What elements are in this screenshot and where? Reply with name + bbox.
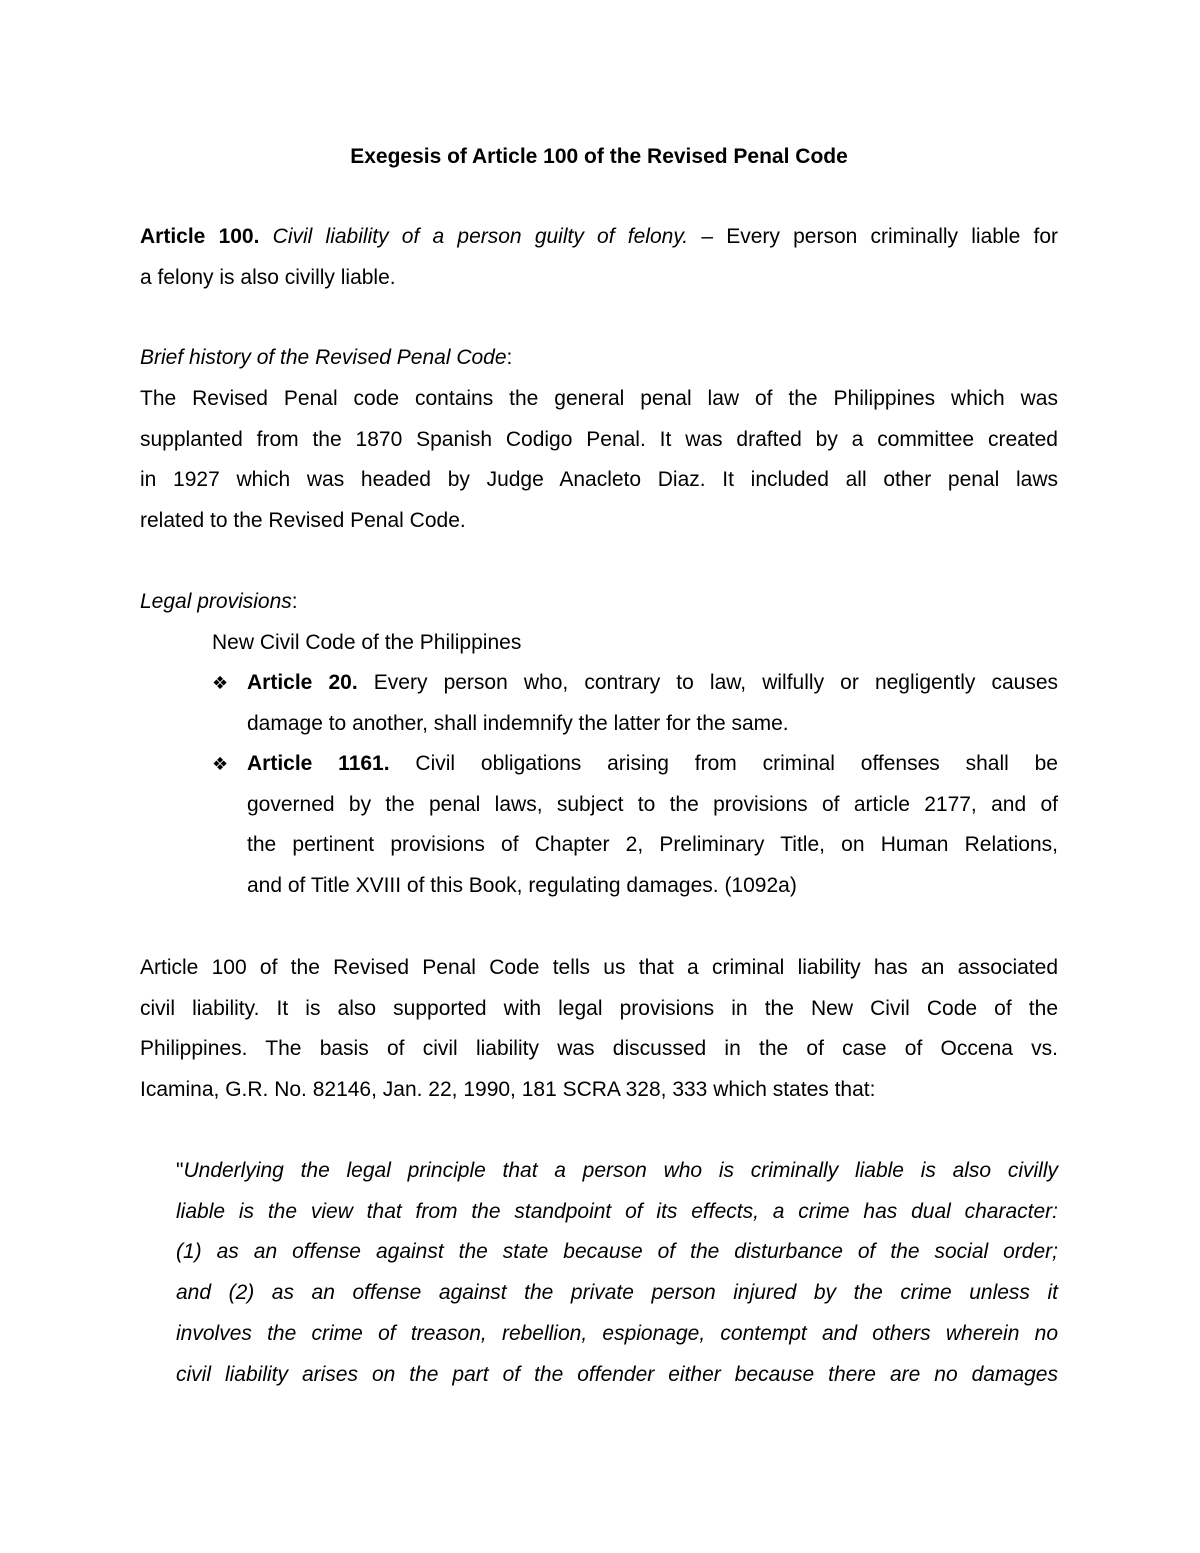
legal-provisions-heading: Legal provisions	[140, 590, 292, 613]
provision-article-20-text	[247, 663, 1058, 744]
history-heading-colon: :	[506, 346, 513, 369]
history-heading-line	[140, 338, 1058, 379]
provision-article-1161-line-3: the pertinent provisions of Chapter 2, Preliminary Title, on Human Relations,	[247, 833, 1058, 857]
case-quote	[176, 1151, 1058, 1395]
article-100-text-1: – Every person criminally liable for	[688, 225, 1059, 248]
quote-line-5: involves the crime of treason, rebellion, espionage, contempt and others wherein no	[176, 1321, 1058, 1345]
discussion-line-1: Article 100 of the Revised Penal Code tells us that a criminal liability has an associated	[140, 956, 1058, 979]
provision-article-1161-line-4: and of Title XVIII of this Book, regulating damages. (1092a)	[247, 874, 797, 898]
history-paragraph	[140, 379, 1058, 542]
quote-line-6: civil liability arises on the part of the offender either because there are no damages	[176, 1362, 1058, 1386]
provision-article-1161-label: Article 1161.	[247, 752, 390, 775]
provision-article-20-line-2: damage to another, shall indemnify the latter for the same.	[247, 711, 789, 735]
article-100-label: Article 100.	[140, 225, 260, 248]
legal-provisions-heading-line	[140, 582, 1058, 623]
discussion-line-2: civil liability. It is also supported with legal provisions in the New Civil Code of the	[140, 996, 1058, 1020]
provision-article-1161-text	[247, 744, 1058, 907]
history-line-4: related to the Revised Penal Code.	[140, 509, 466, 533]
provision-article-1161-line-2: governed by the penal laws, subject to the provisions of article 2177, and of	[247, 792, 1058, 816]
history-heading: Brief history of the Revised Penal Code	[140, 346, 507, 369]
provision-article-20	[212, 663, 1058, 745]
quote-line-3: (1) as an offense against the state because of the disturbance of the social order;	[176, 1240, 1058, 1264]
discussion-line-4: Icamina, G.R. No. 82146, Jan. 22, 1990, 181 SCRA 328, 333 which states that:	[140, 1078, 876, 1102]
article-100-heading: Civil liability of a person guilty of felony.	[272, 225, 689, 248]
history-line-3: in 1927 which was headed by Judge Anacleto Diaz. It included all other penal laws	[140, 468, 1058, 492]
quote-open-mark: "	[176, 1159, 184, 1182]
discussion-paragraph	[140, 948, 1058, 1111]
provision-article-1161-line-1: Civil obligations arising from criminal offenses shall be	[415, 752, 1058, 775]
article-100-line-2: a felony is also civilly liable.	[140, 265, 396, 289]
discussion-line-3: Philippines. The basis of civil liability was discussed in the of case of Occena vs.	[140, 1037, 1058, 1061]
quote-line-2: liable is the view that from the standpoint of its effects, a crime has dual character:	[176, 1199, 1058, 1223]
provision-article-1161	[212, 744, 1058, 908]
article-100-paragraph	[140, 217, 1058, 298]
legal-provisions-heading-colon: :	[291, 590, 298, 613]
article-100-line-1	[140, 217, 1058, 258]
diamond-bullet-icon: ❖	[212, 673, 229, 693]
provision-article-20-label: Article 20.	[247, 671, 358, 694]
diamond-bullet-icon: ❖	[212, 754, 229, 774]
history-line-1: The Revised Penal code contains the general penal law of the Philippines which was	[140, 387, 1058, 410]
quote-line-1: Underlying the legal principle that a person who is criminally liable is also civilly	[183, 1159, 1058, 1182]
quote-line-4: and (2) as an offense against the private person injured by the crime unless it	[176, 1281, 1058, 1305]
provision-article-20-line-1: Every person who, contrary to law, wilfully or negligently causes	[373, 671, 1058, 694]
history-line-2: supplanted from the 1870 Spanish Codigo Penal. It was drafted by a committee created	[140, 427, 1058, 451]
document-title: Exegesis of Article 100 of the Revised Penal Code	[350, 145, 848, 168]
legal-provisions-source: New Civil Code of the Philippines	[212, 631, 522, 654]
